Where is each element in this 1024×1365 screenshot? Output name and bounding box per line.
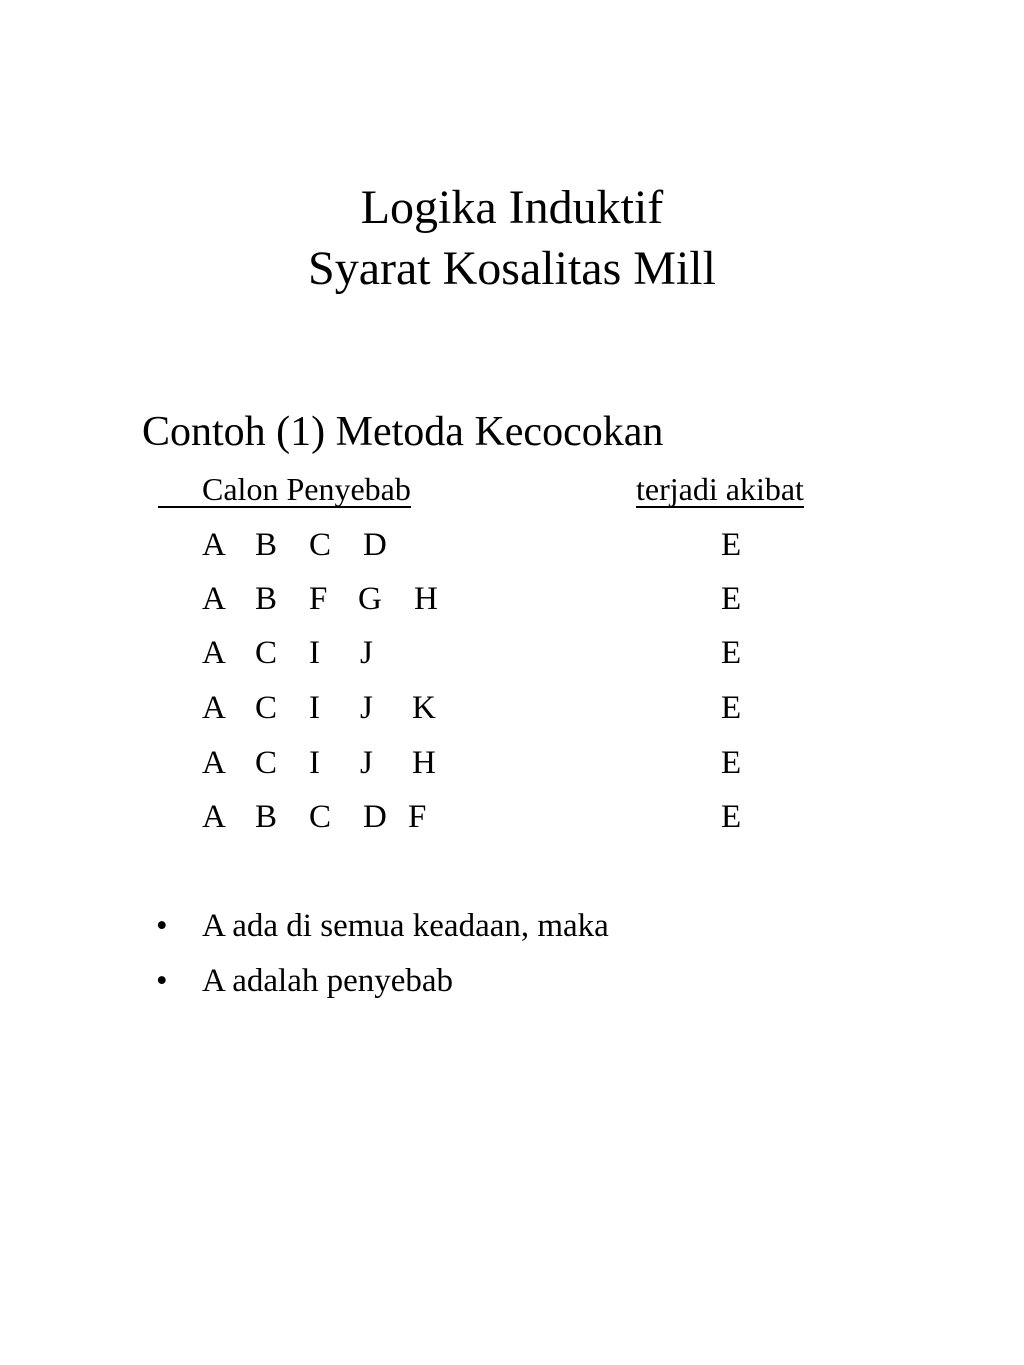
cause-column-header bbox=[158, 472, 411, 509]
cause-cell: A bbox=[202, 690, 226, 726]
cause-cell: C bbox=[309, 527, 332, 563]
bullet-text: A ada di semua keadaan, maka bbox=[202, 908, 609, 944]
bullet-item bbox=[156, 906, 609, 946]
cause-cell: I bbox=[309, 745, 320, 781]
effect-cell: E bbox=[721, 690, 742, 726]
effect-cell: E bbox=[721, 527, 742, 563]
cause-cell: A bbox=[202, 799, 226, 835]
cause-cell: I bbox=[309, 635, 320, 671]
effect-cell: E bbox=[721, 799, 742, 835]
cause-cell: C bbox=[309, 799, 332, 835]
table-row bbox=[0, 579, 1024, 619]
cause-cell: G bbox=[358, 581, 382, 617]
cause-cell: H bbox=[412, 745, 436, 781]
cause-cell: B bbox=[255, 799, 278, 835]
cause-cell: C bbox=[255, 690, 278, 726]
cause-cell: A bbox=[202, 635, 226, 671]
cause-header-label: Calon Penyebab bbox=[202, 471, 411, 507]
table-row bbox=[0, 525, 1024, 565]
bullet-marker: • bbox=[156, 963, 168, 999]
example-heading: Contoh (1) Metoda Kecocokan bbox=[142, 409, 664, 455]
bullet-item bbox=[156, 961, 453, 1001]
page-title-line-2: Syarat Kosalitas Mill bbox=[308, 242, 716, 295]
effect-cell: E bbox=[721, 581, 742, 617]
cause-cell: C bbox=[255, 745, 278, 781]
cause-cell: J bbox=[360, 745, 373, 781]
bullet-text: A adalah penyebab bbox=[202, 963, 454, 999]
cause-cell: H bbox=[414, 581, 438, 617]
cause-cell: D bbox=[363, 527, 387, 563]
cause-cell: D bbox=[363, 799, 387, 835]
cause-cell: F bbox=[309, 581, 328, 617]
cause-cell: C bbox=[255, 635, 278, 671]
cause-cell: A bbox=[202, 745, 226, 781]
cause-cell: J bbox=[360, 690, 373, 726]
cause-cell: B bbox=[255, 527, 278, 563]
cause-cell: J bbox=[360, 635, 373, 671]
cause-cell: K bbox=[412, 690, 436, 726]
bullet-marker: • bbox=[156, 908, 168, 944]
table-row bbox=[0, 633, 1024, 673]
table-row bbox=[0, 743, 1024, 783]
cause-cell: A bbox=[202, 581, 226, 617]
cause-cell: A bbox=[202, 527, 226, 563]
cause-cell: F bbox=[408, 799, 427, 835]
table-row bbox=[0, 688, 1024, 728]
effect-cell: E bbox=[721, 745, 742, 781]
cause-cell: B bbox=[255, 581, 278, 617]
effect-cell: E bbox=[721, 635, 742, 671]
table-row bbox=[0, 797, 1024, 837]
effect-column-header: terjadi akibat bbox=[636, 471, 804, 507]
cause-cell: I bbox=[309, 690, 320, 726]
page-title-line-1: Logika Induktif bbox=[360, 181, 664, 234]
